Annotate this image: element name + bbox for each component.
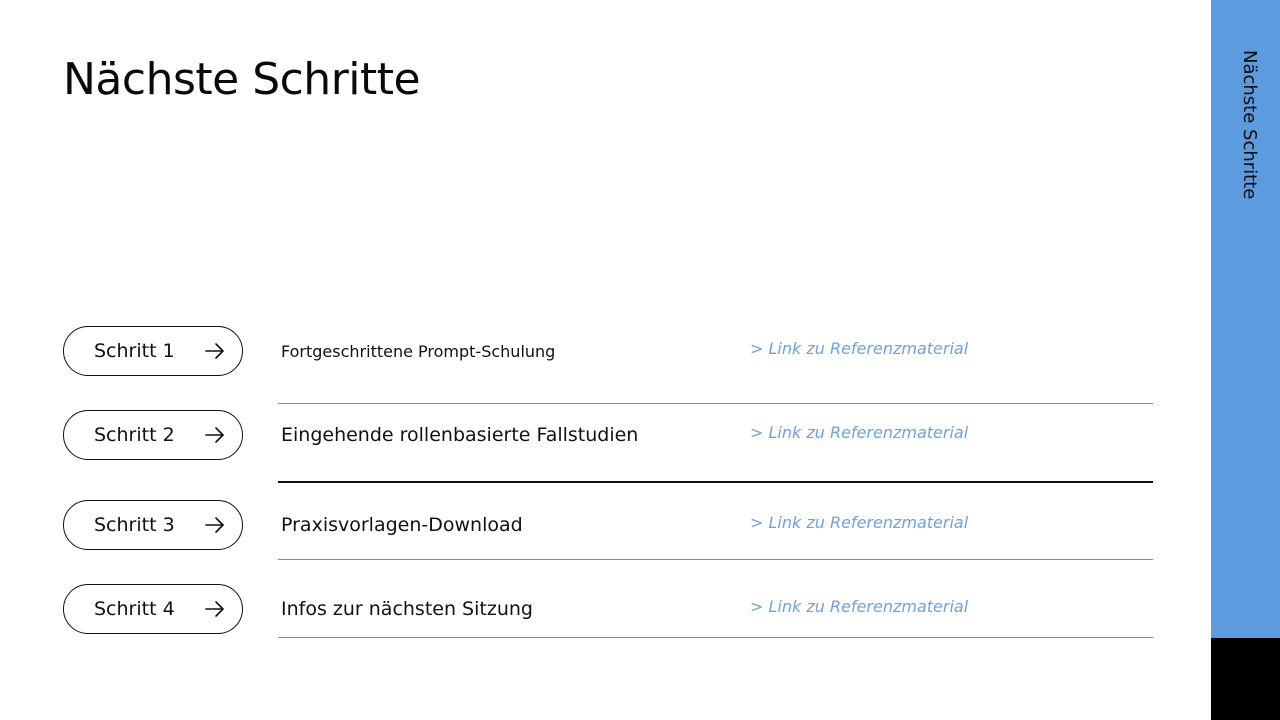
step-4-reference-link[interactable]: > Link zu Referenzmaterial <box>750 597 969 616</box>
arrow-right-icon <box>204 599 226 619</box>
step-3-reference-link[interactable]: > Link zu Referenzmaterial <box>750 513 969 532</box>
step-4-label: Schritt 4 <box>94 598 175 620</box>
arrow-right-icon <box>204 341 226 361</box>
arrow-right-icon <box>204 425 226 445</box>
arrow-right-icon <box>204 515 226 535</box>
step-3-button[interactable] <box>63 500 243 550</box>
step-2-label: Schritt 2 <box>94 424 175 446</box>
step-3-label: Schritt 3 <box>94 514 175 536</box>
step-1-title: Fortgeschrittene Prompt-Schulung <box>281 342 556 361</box>
step-4-title: Infos zur nächsten Sitzung <box>281 598 533 620</box>
step-2-title: Eingehende rollenbasierte Fallstudien <box>281 424 639 446</box>
step-2-divider <box>278 481 1153 483</box>
side-panel-bottom-block <box>1211 638 1280 720</box>
step-2-button[interactable] <box>63 410 243 460</box>
step-1-reference-link[interactable]: > Link zu Referenzmaterial <box>750 339 969 358</box>
step-3-divider <box>278 559 1153 560</box>
step-1-button[interactable] <box>63 326 243 376</box>
step-4-divider <box>278 637 1153 638</box>
step-1-divider <box>278 403 1153 404</box>
slide-title: Nächste Schritte <box>63 54 421 105</box>
step-1-label: Schritt 1 <box>94 340 175 362</box>
step-2-reference-link[interactable]: > Link zu Referenzmaterial <box>750 423 969 442</box>
step-3-title: Praxisvorlagen-Download <box>281 514 523 536</box>
step-4-button[interactable] <box>63 584 243 634</box>
side-panel-label: Nächste Schritte <box>1239 50 1260 200</box>
